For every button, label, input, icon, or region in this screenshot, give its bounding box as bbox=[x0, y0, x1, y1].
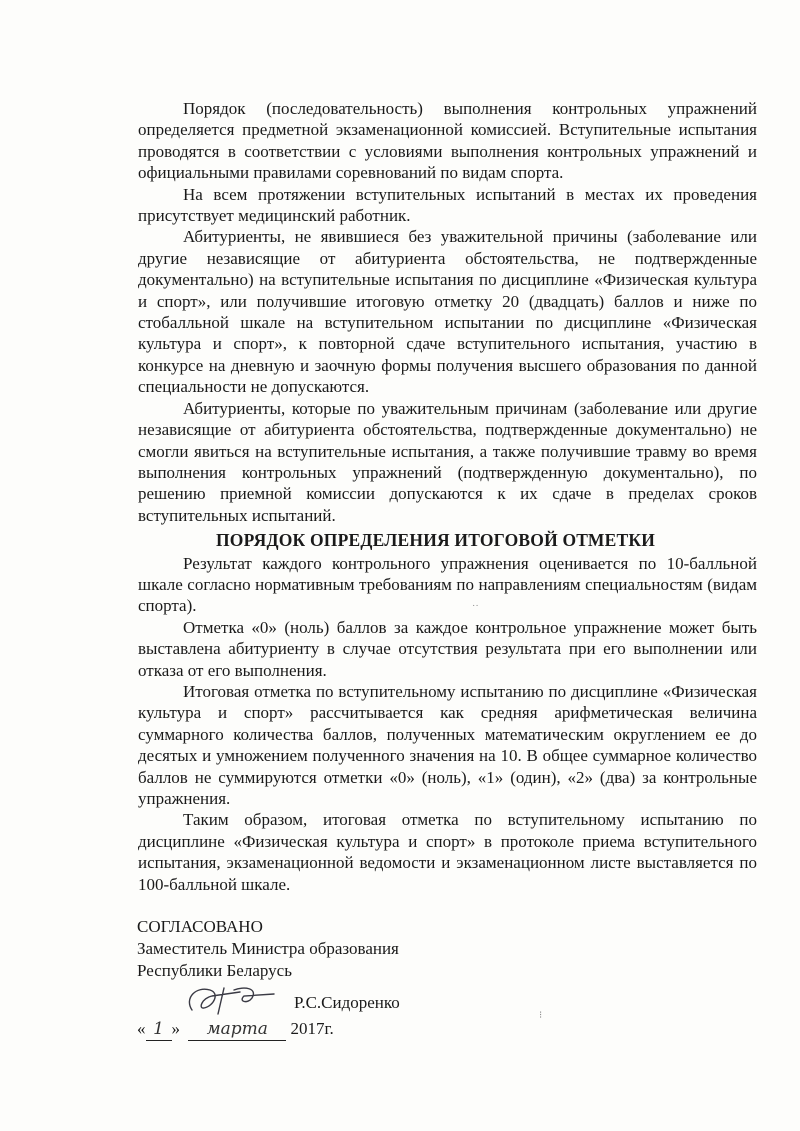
handwritten-signature bbox=[178, 980, 288, 1020]
document-body bbox=[138, 98, 757, 895]
paragraph-absent-applicants: Абитуриенты, не явившиеся без уважительной причины (заболевание или другие независящие от абитуриента обстоятельства, не подтвержденные документально) на вступительные испытания по дисциплине «Физическая культура и спорт», или получившие итоговую отметку 20 (двадцать) баллов и ниже по стобалльной шкале на вступительном испытании по дисциплине «Физическая культура и спорт», к повторной сдаче вступительного испытания, участию в конкурсе на дневную и заочную формы получения высшего образования по данной специальности не допускаются. bbox=[138, 227, 757, 397]
scan-speck: ⁝ bbox=[539, 1010, 543, 1021]
approval-position-line2: Республики Беларусь bbox=[137, 961, 292, 980]
approval-title: СОГЛАСОВАНО bbox=[137, 917, 263, 936]
approval-date bbox=[137, 1018, 557, 1041]
paragraph-order: Порядок (последовательность) выполнения контрольных упражнений определяется предметной экзаменационной комиссией. Вступительные испытания проводятся в соответствии с условиями выполнения контрольных упражнений и официальными правилами соревнований по видам спорта. bbox=[138, 99, 757, 183]
paragraph-result-scale: Результат каждого контрольного упражнения оценивается по 10-балльной шкале согласно нормативным требованиям по направлениям специальностям (видам спорта). bbox=[138, 553, 757, 616]
date-close-quote: » bbox=[171, 1019, 180, 1038]
date-day: 1 bbox=[146, 1018, 172, 1041]
paragraph-medical: На всем протяжении вступительных испытаний в местах их проведения присутствует медицинский работник. bbox=[138, 184, 757, 226]
approval-block bbox=[137, 916, 557, 1041]
date-year: 2017г. bbox=[290, 1019, 334, 1038]
approval-signatory-name: Р.С.Сидоренко bbox=[294, 993, 400, 1012]
section-heading: ПОРЯДОК ОПРЕДЕЛЕНИЯ ИТОГОВОЙ ОТМЕТКИ bbox=[216, 530, 656, 551]
approval-position-line1: Заместитель Министра образования bbox=[137, 939, 399, 958]
paragraph-zero-mark: Отметка «0» (ноль) баллов за каждое контрольное упражнение может быть выставлена абитуриенту в случае отсутствия результата при его выполнении или отказа от его выполнения. bbox=[138, 617, 757, 680]
paragraph-final-mark-calc: Итоговая отметка по вступительному испытанию по дисциплине «Физическая культура и спорт» рассчитывается как средняя арифметическая величина суммарного количества баллов, полученных математическим округлением ее до десятых и умножением полученного значения на 10. В общее суммарное количество баллов не суммируются отметки «0» (ноль), «1» (один), «2» (два) за контрольные упражнения. bbox=[138, 681, 757, 808]
scan-speck: ˙˙ bbox=[472, 604, 479, 615]
date-open-quote: « bbox=[137, 1019, 146, 1038]
paragraph-excused-applicants: Абитуриенты, которые по уважительным причинам (заболевание или другие независящие от абитуриента обстоятельства, подтвержденные документально) не смогли явиться на вступительные испытания, а также получившие травму во время выполнения контрольных упражнений (подтвержденную документально), по решению приемной комиссии допускаются к их сдаче в пределах сроков вступительных испытаний. bbox=[138, 398, 757, 525]
date-month: марта bbox=[188, 1018, 286, 1041]
paragraph-conclusion: Таким образом, итоговая отметка по вступительному испытанию по дисциплине «Физическая культура и спорт» в протоколе приема вступительного испытания, экзаменационной ведомости и экзаменационном листе выставляется по 100-балльной шкале. bbox=[138, 810, 757, 894]
